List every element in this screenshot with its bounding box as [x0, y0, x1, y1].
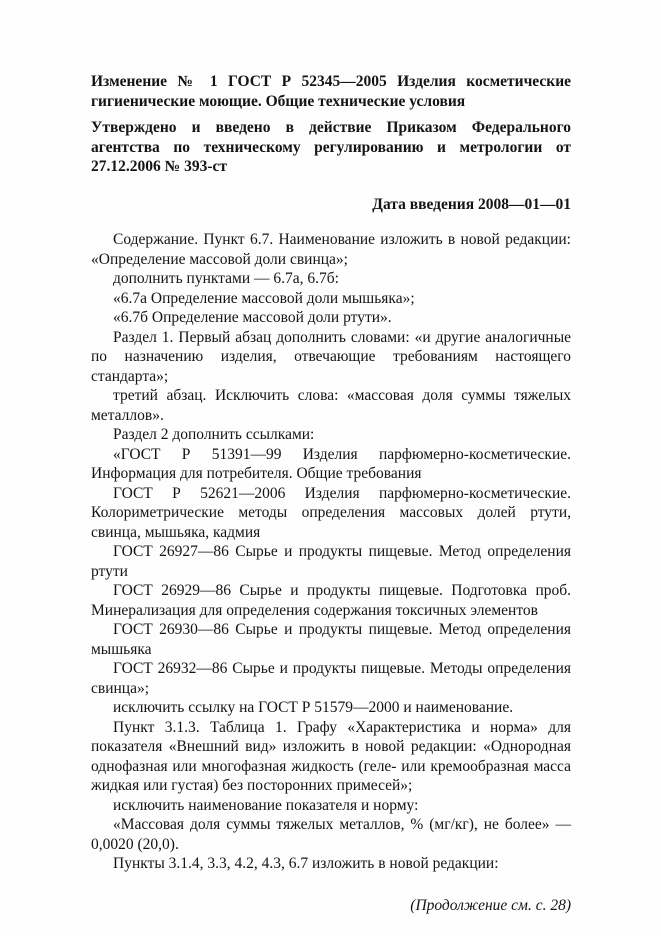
body-paragraph: ГОСТ 26927—86 Сырье и продукты пищевые. Метод определения ртути	[91, 543, 571, 580]
body-paragraph: дополнить пунктами — 6.7а, 6.7б:	[113, 270, 339, 287]
body-paragraph: Раздел 2 дополнить ссылками:	[113, 426, 315, 443]
effective-date: Дата введения 2008—01—01	[372, 195, 571, 213]
body-paragraph: «Массовая доля суммы тяжелых металлов, % (мг/кг), не более» — 0,0020 (20,0).	[91, 816, 571, 853]
body-paragraph: Содержание. Пункт 6.7. Наименование изложить в новой редакции: «Определение массовой доли свинца»;	[91, 231, 571, 268]
body-paragraph: исключить ссылку на ГОСТ Р 51579—2000 и наименование.	[113, 699, 514, 716]
body-paragraph: третий абзац. Исключить слова: «массовая доля суммы тяжелых металлов».	[91, 387, 571, 424]
body-paragraph: ГОСТ Р 52621—2006 Изделия парфюмерно-косметические. Колориметрические методы определения массовых долей ртути, свинца, мышьяка, кадмия	[91, 484, 571, 541]
approval-paragraph: Утверждено и введено в действие Приказом Федерального агентства по техническому регулированию и метрологии от 27.12.2006 № 393-ст	[91, 119, 571, 175]
body-paragraph: ГОСТ 26930—86 Сырье и продукты пищевые. Метод определения мышьяка	[91, 621, 571, 658]
body-paragraph: ГОСТ 26929—86 Сырье и продукты пищевые. Подготовка проб. Минерализация для определения содержания токсичных элементов	[91, 582, 571, 619]
body-paragraph: Пункт 3.1.3. Таблица 1. Графу «Характеристика и норма» для показателя «Внешний вид» изложить в новой редакции: «Однородная однофазная или многофазная жидкость (геле- или кремообразная масса жидкая или густая) без посторонних примесей»;	[91, 718, 571, 794]
body-paragraph: Пункты 3.1.4, 3.3, 4.2, 4.3, 6.7 изложить в новой редакции:	[113, 855, 499, 872]
body-paragraph: ГОСТ 26932—86 Сырье и продукты пищевые. Методы определения свинца»;	[91, 660, 571, 697]
body-paragraph: «6.7а Определение массовой доли мышьяка»;	[113, 289, 415, 307]
document-title: Изменение № 1 ГОСТ Р 52345—2005 Изделия косметические гигиенические моющие. Общие технические условия	[91, 73, 571, 110]
body-paragraph: «6.7б Определение массовой доли ртути».	[113, 309, 392, 326]
continuation-note: (Продолжение см. с. 28)	[410, 896, 571, 914]
body-paragraph: «ГОСТ Р 51391—99 Изделия парфюмерно-косметические. Информация для потребителя. Общие требования	[91, 445, 571, 482]
body-paragraph: исключить наименование показателя и норму:	[113, 796, 419, 814]
document-body	[91, 230, 571, 874]
body-paragraph: Раздел 1. Первый абзац дополнить словами: «и другие аналогичные по назначению изделия, отвечающие требованиям настоящего стандарта»;	[91, 328, 571, 385]
